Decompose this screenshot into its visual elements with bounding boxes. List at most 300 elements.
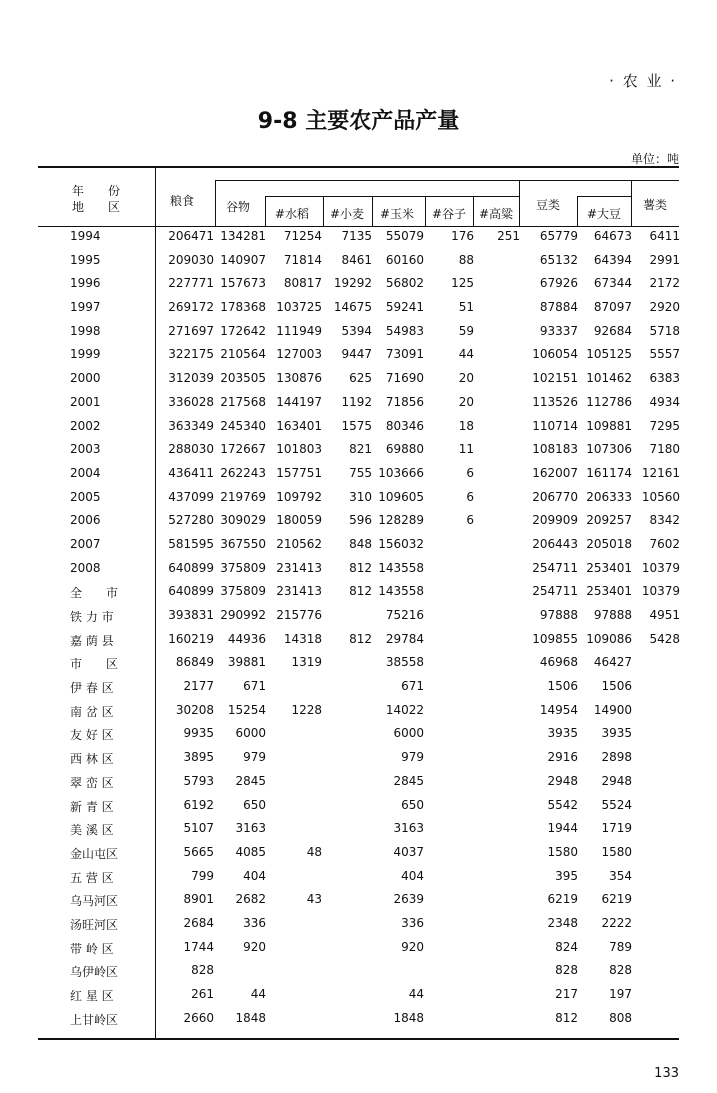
cell-corn: 4037	[393, 844, 424, 859]
cell-grain: 640899	[168, 584, 214, 599]
row-label: 2006	[70, 513, 101, 528]
cell-grain: 640899	[168, 560, 214, 575]
cell-rice: 130876	[276, 371, 322, 386]
cell-grain: 288030	[168, 442, 214, 457]
cell-beans: 1944	[547, 821, 578, 836]
cell-soybean: 67344	[593, 276, 632, 291]
row-label: 铁 力 市	[70, 610, 114, 624]
cell-beans: 67926	[539, 276, 578, 291]
table-row	[38, 817, 679, 841]
cell-soybean: 161174	[586, 465, 632, 480]
table-top-rule	[38, 166, 679, 168]
row-label: 乌伊岭区	[70, 965, 119, 980]
table-row	[38, 794, 679, 818]
cell-grain: 5107	[183, 821, 214, 836]
cell-cereal: 44	[250, 987, 266, 1001]
page-title: 9-8 主要农产品产量	[257, 109, 460, 134]
cell-rice: 127003	[276, 347, 322, 362]
cell-beans: 206443	[532, 536, 578, 551]
header-grain: 粮食	[170, 194, 195, 208]
cell-tubers: 6383	[649, 371, 680, 386]
cell-corn: 54983	[385, 323, 424, 338]
cell-millet: 6	[466, 465, 474, 480]
cell-corn: 2845	[393, 773, 424, 788]
section-label: · 农 业 ·	[609, 72, 677, 90]
cell-soybean: 828	[609, 963, 632, 978]
cell-wheat: 1575	[341, 418, 372, 433]
cell-beans: 65132	[539, 252, 578, 267]
cell-soybean: 109086	[586, 631, 632, 646]
row-label: 1996	[70, 276, 101, 291]
grain-divider	[215, 180, 216, 226]
cell-wheat: 310	[349, 489, 372, 504]
cell-grain: 828	[191, 963, 214, 978]
row-label: 市 区	[70, 657, 119, 672]
table-row	[38, 343, 679, 367]
cell-wheat: 812	[349, 584, 372, 599]
cell-corn: 80346	[385, 418, 424, 433]
cell-grain: 2177	[183, 679, 214, 694]
cell-beans: 162007	[532, 465, 578, 480]
table-row	[38, 462, 679, 486]
cell-millet: 44	[458, 347, 474, 362]
row-label: 红 星 区	[70, 989, 114, 1003]
cell-wheat: 1192	[341, 394, 372, 409]
cell-soybean: 209257	[586, 513, 632, 528]
cell-rice: 231413	[276, 560, 322, 575]
cell-wheat: 848	[349, 536, 372, 551]
row-label: 新 青 区	[70, 799, 114, 814]
cell-grain: 9935	[183, 726, 214, 741]
cell-beans: 87884	[539, 300, 578, 315]
row-label: 2008	[70, 560, 101, 575]
table-row	[38, 557, 679, 581]
cell-beans: 1506	[547, 679, 578, 694]
cell-soybean: 1506	[601, 679, 632, 694]
cell-rice: 157751	[276, 465, 322, 480]
cell-cereal: 375809	[220, 560, 266, 575]
cell-grain: 436411	[168, 465, 214, 480]
table-row	[38, 651, 679, 675]
cell-corn: 671	[401, 679, 424, 694]
table-row	[38, 320, 679, 344]
table-row	[38, 249, 679, 273]
cell-soybean: 46427	[593, 655, 632, 670]
cell-beans: 93337	[539, 323, 578, 338]
cell-cereal: 309029	[220, 513, 266, 528]
table-row	[38, 415, 679, 439]
table-row	[38, 225, 679, 249]
cell-soybean: 205018	[586, 536, 632, 551]
table-body	[38, 225, 679, 1030]
table-row	[38, 959, 679, 983]
cell-beans: 2948	[547, 773, 578, 788]
div-sorghum	[473, 196, 474, 226]
cell-tubers: 5557	[649, 347, 680, 362]
table-row	[38, 770, 679, 794]
cell-cereal: 336	[243, 915, 266, 930]
cell-tubers: 5718	[649, 323, 680, 338]
cell-cereal: 290992	[220, 608, 266, 622]
cell-wheat: 19292	[333, 276, 372, 291]
cell-cereal: 1848	[235, 1010, 266, 1025]
cell-cereal: 44936	[227, 631, 266, 646]
cell-cereal: 15254	[227, 702, 266, 717]
cell-beans: 102151	[532, 371, 578, 386]
cell-soybean: 5524	[601, 797, 632, 812]
cell-beans: 254711	[532, 584, 578, 599]
cell-grain: 393831	[168, 608, 214, 622]
row-label: 1994	[70, 229, 101, 243]
cell-grain: 271697	[168, 323, 214, 338]
cell-cereal: 219769	[220, 489, 266, 504]
cell-beans: 209909	[532, 513, 578, 528]
row-label: 1999	[70, 347, 101, 362]
cell-cereal: 210564	[220, 347, 266, 362]
cell-millet: 176	[451, 229, 474, 243]
cell-beans: 110714	[532, 418, 578, 433]
cell-cereal: 367550	[220, 536, 266, 551]
cell-grain: 5665	[183, 844, 214, 859]
cell-soybean: 206333	[586, 489, 632, 504]
cell-cereal: 157673	[220, 276, 266, 291]
cell-tubers: 7602	[649, 536, 680, 551]
cell-soybean: 1719	[601, 821, 632, 836]
cell-corn: 44	[408, 987, 424, 1001]
div-millet	[425, 196, 426, 226]
table-row	[38, 272, 679, 296]
cell-rice: 71254	[283, 229, 322, 243]
cell-corn: 103666	[378, 465, 424, 480]
cell-corn: 14022	[385, 702, 424, 717]
table-row	[38, 865, 679, 889]
cell-beans: 2348	[547, 915, 578, 930]
cell-millet: 6	[466, 489, 474, 504]
cell-soybean: 64394	[593, 252, 632, 267]
cell-grain: 527280	[168, 513, 214, 528]
cell-grain: 227771	[168, 276, 214, 291]
div-tubers	[631, 180, 632, 226]
row-label: 上甘岭区	[70, 1012, 119, 1027]
row-label: 友 好 区	[70, 728, 114, 743]
cell-corn: 143558	[378, 584, 424, 599]
cell-grain: 3895	[183, 750, 214, 765]
header-beans: 豆类	[536, 198, 561, 212]
cell-corn: 650	[401, 797, 424, 812]
cell-rice: 144197	[276, 394, 322, 409]
cell-rice: 109792	[276, 489, 322, 504]
cell-wheat: 5394	[341, 323, 372, 338]
header-year: 年 份	[72, 184, 121, 198]
cell-grain: 437099	[168, 489, 214, 504]
cell-rice: 215776	[276, 608, 322, 622]
cell-cereal: 2682	[235, 892, 266, 907]
header-corn: #玉米	[380, 207, 415, 221]
cell-cereal: 375809	[220, 584, 266, 599]
cell-soybean: 253401	[586, 584, 632, 599]
table-row	[38, 296, 679, 320]
cell-beans: 113526	[532, 394, 578, 409]
row-label: 2001	[70, 394, 101, 409]
cell-grain: 312039	[168, 371, 214, 386]
cell-tubers: 5428	[649, 631, 680, 646]
table-row	[38, 912, 679, 936]
cell-corn: 128289	[378, 513, 424, 528]
cell-grain: 269172	[168, 300, 214, 315]
cell-soybean: 354	[609, 868, 632, 883]
table-row	[38, 746, 679, 770]
row-label: 西 林 区	[70, 752, 114, 767]
cell-corn: 71856	[385, 394, 424, 409]
cell-beans: 3935	[547, 726, 578, 741]
cell-tubers: 8342	[649, 513, 680, 528]
cell-corn: 920	[401, 939, 424, 954]
cell-rice: 80817	[283, 276, 322, 291]
cell-beans: 812	[555, 1010, 578, 1025]
cell-soybean: 109881	[586, 418, 632, 433]
row-label: 乌马河区	[70, 894, 119, 909]
cell-cereal: 404	[243, 868, 266, 883]
table-row	[38, 486, 679, 510]
cell-corn: 109605	[378, 489, 424, 504]
beans-group-top	[519, 180, 679, 181]
cell-millet: 11	[458, 442, 474, 457]
cell-beans: 106054	[532, 347, 578, 362]
cell-wheat: 821	[349, 442, 372, 457]
cell-rice: 101803	[276, 442, 322, 457]
cell-beans: 206770	[532, 489, 578, 504]
table-row	[38, 533, 679, 557]
cell-grain: 206471	[168, 229, 214, 243]
cell-beans: 97888	[539, 608, 578, 622]
row-label: 汤旺河区	[70, 917, 119, 932]
cell-wheat: 812	[349, 631, 372, 646]
cell-tubers: 6411	[649, 229, 680, 243]
cell-wheat: 14675	[333, 300, 372, 315]
table-row	[38, 722, 679, 746]
cell-tubers: 4951	[649, 608, 680, 622]
div-wheat	[323, 196, 324, 226]
cell-cereal: 979	[243, 750, 266, 765]
cell-rice: 1319	[291, 655, 322, 670]
cell-cereal: 203505	[220, 371, 266, 386]
cell-tubers: 2172	[649, 276, 680, 291]
row-label: 1998	[70, 323, 101, 338]
table-row	[38, 391, 679, 415]
table-row	[38, 888, 679, 912]
table-row	[38, 699, 679, 723]
row-label: 2007	[70, 536, 101, 551]
cell-tubers: 2991	[649, 252, 680, 267]
header-wheat: #小麦	[330, 207, 365, 221]
cell-tubers: 4934	[649, 394, 680, 409]
cereal-right	[519, 180, 520, 226]
cell-grain: 6192	[183, 797, 214, 812]
cell-beans: 108183	[532, 442, 578, 457]
div-rice	[265, 196, 266, 226]
cell-corn: 143558	[378, 560, 424, 575]
cell-cereal: 140907	[220, 252, 266, 267]
row-label: 带 岭 区	[70, 941, 114, 956]
cell-soybean: 92684	[593, 323, 632, 338]
row-label: 2003	[70, 442, 101, 457]
cell-wheat: 625	[349, 371, 372, 386]
cell-soybean: 6219	[601, 892, 632, 907]
cell-soybean: 107306	[586, 442, 632, 457]
cell-sorghum: 251	[497, 229, 520, 243]
cell-wheat: 755	[349, 465, 372, 480]
table-row	[38, 604, 679, 628]
cell-soybean: 112786	[586, 394, 632, 409]
cell-millet: 6	[466, 513, 474, 528]
cell-grain: 86849	[175, 655, 214, 670]
cell-beans: 46968	[539, 655, 578, 670]
cell-tubers: 10379	[641, 584, 680, 599]
row-label: 2005	[70, 489, 101, 504]
cell-cereal: 4085	[235, 844, 266, 859]
cell-rice: 14318	[283, 631, 322, 646]
cell-millet: 59	[458, 323, 474, 338]
cell-wheat: 9447	[341, 347, 372, 362]
cell-grain: 581595	[168, 536, 214, 551]
cell-soybean: 808	[609, 1010, 632, 1025]
cell-beans: 14954	[539, 702, 578, 717]
table-row	[38, 628, 679, 652]
page-number: 133	[654, 1066, 679, 1081]
row-label: 1995	[70, 252, 101, 267]
cell-cereal: 262243	[220, 465, 266, 480]
row-label: 美 溪 区	[70, 823, 114, 838]
cell-soybean: 105125	[586, 347, 632, 362]
table-row	[38, 367, 679, 391]
cell-tubers: 7295	[649, 418, 680, 433]
header-millet: #谷子	[432, 207, 467, 221]
cell-tubers: 2920	[649, 300, 680, 315]
cell-millet: 18	[458, 418, 474, 433]
cell-grain: 30208	[175, 702, 214, 717]
table-row	[38, 1007, 679, 1031]
div-soybean	[577, 196, 578, 226]
cell-cereal: 650	[243, 797, 266, 812]
header-rice: #水稻	[275, 207, 310, 221]
cell-corn: 1848	[393, 1010, 424, 1025]
cell-rice: 163401	[276, 418, 322, 433]
cell-grain: 261	[191, 987, 214, 1001]
cell-cereal: 172642	[220, 323, 266, 338]
cell-tubers: 10379	[641, 560, 680, 575]
cell-corn: 29784	[385, 631, 424, 646]
row-label: 南 岔 区	[70, 704, 114, 719]
cell-soybean: 2222	[601, 915, 632, 930]
cell-tubers: 7180	[649, 442, 680, 457]
cell-corn: 69880	[385, 442, 424, 457]
cell-beans: 65779	[539, 229, 578, 243]
cell-corn: 55079	[385, 229, 424, 243]
cell-cereal: 172667	[220, 442, 266, 457]
cell-soybean: 1580	[601, 844, 632, 859]
cell-beans: 217	[555, 987, 578, 1001]
cell-rice: 48	[306, 844, 322, 859]
unit-label: 单位：吨	[630, 152, 679, 166]
row-label: 1997	[70, 300, 101, 315]
cell-soybean: 64673	[593, 229, 632, 243]
cell-corn: 56802	[385, 276, 424, 291]
table-row	[38, 438, 679, 462]
cell-millet: 20	[458, 394, 474, 409]
cell-rice: 43	[306, 892, 322, 907]
cell-grain: 2684	[183, 915, 214, 930]
cell-corn: 979	[401, 750, 424, 765]
table-row	[38, 936, 679, 960]
cell-corn: 404	[401, 868, 424, 883]
cell-corn: 73091	[385, 347, 424, 362]
cell-wheat: 7135	[341, 229, 372, 243]
div-corn	[372, 196, 373, 226]
cell-soybean: 789	[609, 939, 632, 954]
cell-cereal: 217568	[220, 394, 266, 409]
cell-beans: 395	[555, 868, 578, 883]
cereal-sub-top	[265, 196, 519, 197]
cell-beans: 1580	[547, 844, 578, 859]
cell-rice: 210562	[276, 536, 322, 551]
cell-grain: 5793	[183, 773, 214, 788]
header-soybean: #大豆	[587, 207, 622, 221]
cell-soybean: 3935	[601, 726, 632, 741]
cell-corn: 75216	[385, 608, 424, 622]
beans-sub-top	[577, 196, 631, 197]
cell-corn: 336	[401, 915, 424, 930]
cell-corn: 2639	[393, 892, 424, 907]
cell-cereal: 6000	[235, 726, 266, 741]
cell-grain: 336028	[168, 394, 214, 409]
cell-corn: 6000	[393, 726, 424, 741]
cell-beans: 828	[555, 963, 578, 978]
cell-cereal: 920	[243, 939, 266, 954]
cell-corn: 60160	[385, 252, 424, 267]
cell-rice: 231413	[276, 584, 322, 599]
cell-tubers: 10560	[641, 489, 680, 504]
cell-beans: 109855	[532, 631, 578, 646]
cell-cereal: 2845	[235, 773, 266, 788]
cell-soybean: 197	[609, 987, 632, 1001]
cell-cereal: 178368	[220, 300, 266, 315]
cell-corn: 38558	[385, 655, 424, 670]
cell-millet: 20	[458, 371, 474, 386]
cereal-group-top	[215, 180, 519, 181]
cell-cereal: 671	[243, 679, 266, 694]
cell-wheat: 596	[349, 513, 372, 528]
table-row	[38, 509, 679, 533]
cell-beans: 5542	[547, 797, 578, 812]
cell-rice: 180059	[276, 513, 322, 528]
cell-grain: 322175	[168, 347, 214, 362]
row-label: 翠 峦 区	[70, 775, 114, 790]
cell-millet: 88	[458, 252, 474, 267]
row-label: 五 营 区	[70, 870, 114, 885]
cell-grain: 209030	[168, 252, 214, 267]
row-label: 2002	[70, 418, 101, 433]
cell-beans: 254711	[532, 560, 578, 575]
header-region: 地 区	[72, 200, 121, 214]
cell-beans: 2916	[547, 750, 578, 765]
table-row	[38, 841, 679, 865]
row-label: 金山屯区	[70, 846, 119, 861]
cell-soybean: 101462	[586, 371, 632, 386]
cell-soybean: 2898	[601, 750, 632, 765]
cell-grain: 160219	[168, 631, 214, 646]
cell-rice: 71814	[283, 252, 322, 267]
cell-soybean: 2948	[601, 773, 632, 788]
